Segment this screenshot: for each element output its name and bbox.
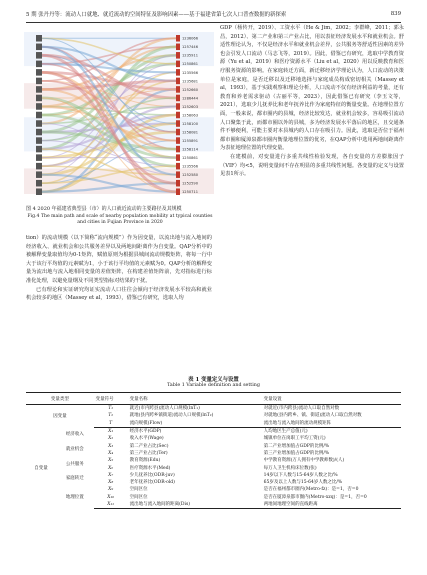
node-label: 1252660 [182,87,199,92]
node-label: 1235566 [182,164,199,169]
symbol-cell: X₂ [108,436,114,442]
target-node [176,129,180,136]
symbol-cell: X₅ [108,458,114,464]
source-node [36,180,42,187]
target-node [176,61,180,68]
symbol-cell: X₁₀ [107,494,115,500]
paragraph: 已有理论和实证研究均证实流动人口往往会倾向于经济发展水平较高和就业机会较多的地区（Massey et al，1993），借鉴已有研究，选取人均 [26,286,212,302]
target-node [176,163,180,170]
target-node [176,52,180,59]
node-label: 1255891 [182,138,199,143]
node-label: 1250861 [182,62,199,67]
name-cell: 医疗资源水平(Med) [129,465,171,471]
target-node [176,188,180,195]
setting-cell: 是否在福州都市圈内(Metro-fz)：是=1，否=0 [263,487,359,493]
name-cell: 就近(市内跨县)流动人口规模(lnT₁) [129,406,200,412]
target-node [176,154,180,161]
variable-table [26,392,401,509]
name-cell: 少儿抚养比(ODR-juv) [129,472,175,478]
source-node [36,112,42,119]
group-cell: 自变量 [34,465,48,471]
node-label: 1258100 [182,121,199,126]
name-cell: 收入水平(Wage) [129,436,164,442]
node-label: 1252580 [182,173,199,178]
name-cell: 空间区位 [129,487,148,493]
source-node [36,129,42,136]
target-node [176,95,180,102]
symbol-cell: X₁₁ [94,501,128,509]
setting-cell: 中学教育资源(万人拥有中学教师数)/(人) [263,458,345,464]
target-node [176,44,180,51]
setting-cell: 每万人卫生机构床位数(张) [263,465,317,471]
symbol-cell: X₆ [108,465,114,471]
node-label: 1257446 [182,45,199,50]
name-cell: 空间区位 [129,494,148,500]
node-label: 1286444 [182,96,199,101]
source-node [36,78,42,85]
header-title: 5 期 张丹丹等：流动人口就地、就近流动的空间特征及影响因素——基于福建省第七次人口普查数据的新探索 [26,12,287,18]
group-cell: 因变量 [53,413,67,419]
node-label: 1252603 [182,104,199,109]
target-node [176,171,180,178]
subgroup-cell: 公共服务 [65,461,84,467]
symbol-cell: X₉ [108,487,114,493]
source-node [36,86,42,93]
table-caption-cn: 表 1 变量定义与设置 [188,377,239,383]
target-node [176,69,180,76]
symbol-cell: T₂ [108,413,114,419]
paragraph: GDP（杨传开，2019）、工资水平（He & Jim，2002；李群峰，2011；郭永昌，2012）、第二产业和第三产业占比，用以表征经济发展水平和就业机会。舒适性理论认为，不仅是经济水平和就业机会差异，公共服务等舒适性因素的差异也会引发人口流动（马志飞等，2019）。因此，借鉴已有研究，选取中学教育资源（Yu et al，2019）和医疗资源水平（Liu et al，2020）用以反映教育和医疗服务资源的影响。在家庭转迁方面，新迁移经济学理论认为，人口流动的决策单位是家庭，是否迁移以及迁移地选择与家庭成员构成密切相关（Massey et al，1993），基于实践观察和理论分析，人口流动不仅有经济利益的考量，还有教育和养老需求驱动（古丽平等，2023），因此借鉴已有研究（李玉文等，2021），选取少儿抚养比和老年抚养比作为家庭特征的衡量变量。在地理位置方面，一般来说，都市圈内的县城，经济比较发达，就业机会较多，容易吸引流动人口聚集于此，而都市圈以外的县城，多为经济发展水平落后的地区，且交通条件不够便利，可能主要对本县城内的人口存在吸引力。因此，选取是否位于福州都市圈和厦漳泉都市圈内衡量地理位置的优劣，在QAP分析中选用两地间距离作为表征地理位置的代理变量。 [220,25,404,152]
name-cell: 老年抚养比(ODR-old) [129,480,175,486]
table-row [26,486,401,493]
header-rule [26,22,401,23]
name-cell: 经济水平(GDP) [129,429,162,435]
subgroup-cell: 就业机会 [65,447,84,453]
node-label: 1258114 [182,147,199,152]
setting-cell: 两地间地理空间的直线距离 [262,501,401,509]
node-label: 1236066 [182,36,199,41]
symbol-cell: X₇ [108,472,114,478]
setting-cell: 对就地(县内跨乡、镇、街道)流动人口取自然对数 [263,413,362,419]
target-node [176,78,180,85]
symbol-cell: X₁ [108,429,114,435]
setting-cell: 14岁以下人数与15-64岁人数之比/% [263,472,338,478]
source-node [36,120,42,127]
setting-cell: 城镇单位在岗职工平均工资(元) [263,436,326,442]
setting-cell: 第三产业增加值占GDP的比例/% [263,450,330,456]
subgroup-cell: 家庭转迁 [65,476,84,482]
setting-cell: 是否在厦漳泉都市圈内(Metro-xzq)：是=1，否=0 [263,494,367,500]
source-node [36,35,42,42]
source-node [36,52,42,59]
symbol-cell: T₁ [108,406,114,412]
name-cell: 就地(县内跨乡镇街道)流动人口规模(lnT₂) [129,413,214,419]
table-row [26,405,401,413]
source-node [36,103,42,110]
source-node [36,171,42,178]
col-header: 变量名称 [128,393,262,405]
subgroup-cell: 地理位置 [65,494,84,500]
table-header-row [26,393,401,405]
left-column-text [26,234,212,303]
setting-cell: 人均地区生产总值(元) [263,429,308,435]
col-header: 变量符号 [94,393,128,405]
source-node [36,188,42,195]
figure-caption-en: Fig.4 The main path and scale of nearby population mobility at typical counties and cities in Fujian Province in 2020 [27,214,213,226]
node-label: 1235566 [182,70,199,75]
symbol-cell: X₃ [108,443,114,449]
node-label: 1258063 [182,113,199,118]
node-label: 1250861 [182,156,199,161]
target-node [176,35,180,42]
symbol-cell: T [94,420,128,428]
col-header: 变量类型 [26,393,94,405]
setting-cell: 对就近(市内跨县)流动人口取自然对数 [263,406,340,412]
figure-caption-cn: 图 4 2020 年福建省典型县（市）的人口就近流动的主要路径及其规模 [26,206,182,212]
subgroup-cell: 经济收入 [65,432,84,438]
source-node [36,95,42,102]
symbol-cell: X₄ [108,450,114,456]
source-node [36,69,42,76]
name-cell: 第二产业占比(Sec) [129,443,169,449]
setting-cell: 流出地与流入地间的流动规模矩阵 [262,420,401,428]
paragraph: tion）的流动规模（以下简称“流向规模”）作为因变量，以流出地与流入地间的经济收入、就业机会和公共服务差异以及两地间距离作为自变量。QAP分析中的被解释变量取值均为0-1矩阵，赋值原则为根据县城间流动规模矩阵，将每一行中大于该行平均值的元素赋为1，小于该行平均值的元素赋为0。QAP分析的解释变量为流出地与流入地相同变量的差值矩阵，在构建差值矩阵前，先对指标进行标准化处理，以避免量纲及不同类型指标对结果的干扰。 [26,235,212,284]
node-label: 1235911 [182,53,199,58]
node-label: 1235681 [182,79,199,84]
source-node [36,44,42,51]
target-node [176,120,180,127]
target-node [176,86,180,93]
setting-cell: 第二产业增加值占GDP的比例/% [263,443,330,449]
table-row [26,472,401,479]
symbol-cell: X₈ [108,480,114,486]
name-cell: 教育资源(Edu) [129,458,161,464]
node-label: 1252590 [182,181,199,186]
right-column-text [220,24,404,179]
sankey-diagram [24,26,214,204]
source-node [36,61,42,68]
name-cell: 第三产业占比(Ter) [129,450,168,456]
table-row [26,442,401,449]
table-row [26,427,401,435]
source-node [36,137,42,144]
running-header [26,8,401,20]
sankey-figure [24,26,214,204]
node-label: 1250711 [182,190,199,195]
page-number: 839 [390,11,401,17]
table-caption-en: Table 1 Variable definition and setting [167,383,260,388]
paragraph: 在建模前，对变量进行多重共线性检验发现，各自变量的方差膨胀因子（VIF）均<5，说明变量间不存在明显的多重共线性问题。各变量的定义与设置见表1所示。 [220,153,404,178]
source-node [36,163,42,170]
table-row [26,457,401,464]
source-node [36,146,42,153]
setting-cell: 65岁及以上人数与15-64岁人数之比/% [263,480,343,486]
target-node [176,137,180,144]
source-node [36,154,42,161]
name-cell: 流出地与流入地间的距离(Dis) [128,501,262,509]
name-cell: 流向规模(Flow) [128,420,262,428]
target-node [176,180,180,187]
col-header: 变量设置 [262,393,401,405]
node-label: 1258081 [182,130,199,135]
target-node [176,146,180,153]
target-node [176,112,180,119]
target-node [176,103,180,110]
